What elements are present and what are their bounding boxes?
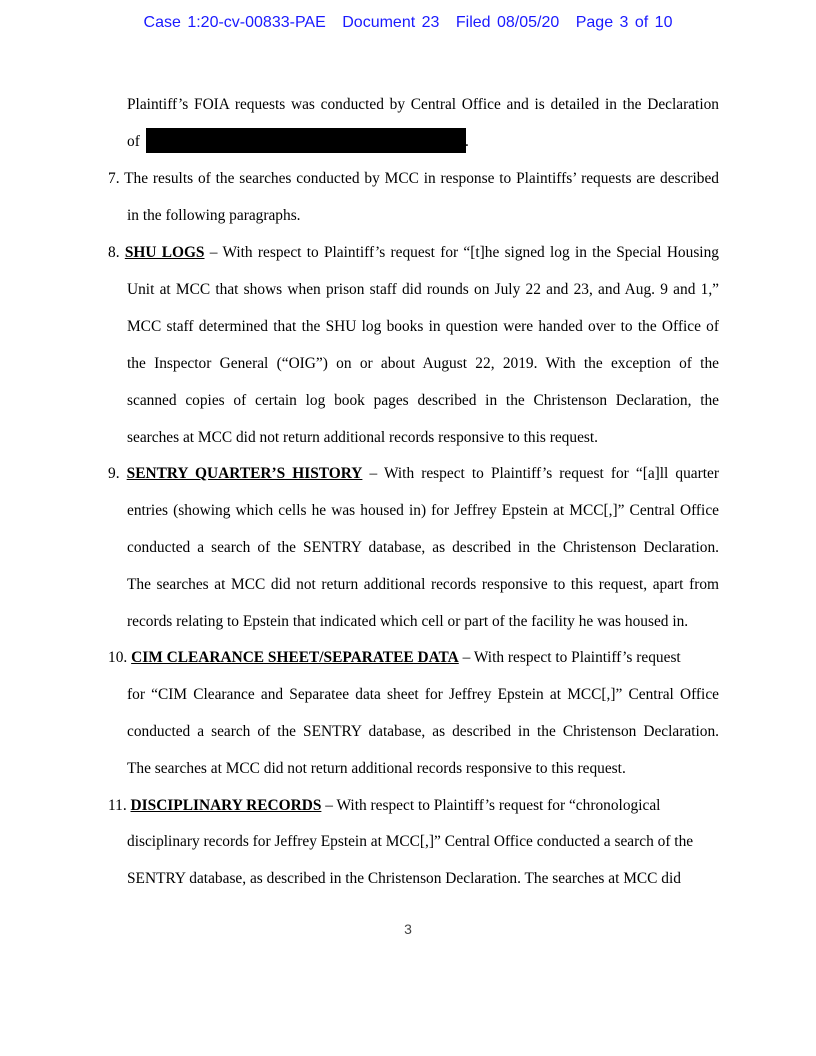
body-line: for “CIM Clearance and Separatee data sheet for Jeffrey Epstein at MCC[,]” Central Office xyxy=(127,686,719,703)
body-text: – With respect to Plaintiff’s request for “[t]he signed log in the Special Housing xyxy=(204,244,719,261)
body-line: records relating to Epstein that indicated which cell or part of the facility he was housed in. xyxy=(127,613,689,630)
body-line: Unit at MCC that shows when prison staff did rounds on July 22 and 23, and Aug. 9 and 1,” xyxy=(127,281,719,298)
paragraph-number: 11. xyxy=(108,797,127,814)
body-line: The searches at MCC did not return additional records responsive to this request. xyxy=(127,760,626,777)
page-indicator: Page 3 of 10 xyxy=(575,14,673,31)
paragraph-11-line xyxy=(108,796,660,816)
paragraph-8-line xyxy=(108,243,719,263)
body-text: – With respect to Plaintiff’s request for “chronological xyxy=(321,797,661,814)
body-text: – With respect to Plaintiff’s request xyxy=(458,649,681,666)
body-text: – With respect to Plaintiff’s request for “[a]ll quarter xyxy=(362,465,719,482)
body-line: scanned copies of certain log book pages described in the Christenson Declaration, the xyxy=(127,392,719,409)
case-number: Case 1:20-cv-00833-PAE xyxy=(143,14,326,31)
paragraph-9-line xyxy=(108,464,719,484)
body-text: of xyxy=(127,133,140,150)
section-heading: SHU LOGS xyxy=(124,244,205,261)
body-line: in the following paragraphs. xyxy=(127,207,301,224)
body-line xyxy=(127,132,140,152)
section-heading: CIM CLEARANCE SHEET/SEPARATEE DATA xyxy=(131,649,459,666)
filed-date: Filed 08/05/20 xyxy=(455,14,560,31)
section-heading: SENTRY QUARTER’S HISTORY xyxy=(126,465,363,482)
document-number: Document 23 xyxy=(342,14,440,31)
paragraph-number: 8. xyxy=(108,244,120,261)
body-line: disciplinary records for Jeffrey Epstein at MCC[,]” Central Office conducted a search of the xyxy=(127,833,694,850)
body-line: searches at MCC did not return additional records responsive to this request. xyxy=(127,429,599,446)
body-line: SENTRY database, as described in the Christenson Declaration. The searches at MCC did xyxy=(127,870,681,887)
body-text: . xyxy=(465,133,469,150)
body-line: conducted a search of the SENTRY database, as described in the Christenson Declaration. xyxy=(127,539,719,556)
body-line: the Inspector General (“OIG”) on or about August 22, 2019. With the exception of the xyxy=(127,355,719,372)
body-line: The searches at MCC did not return additional records responsive to this request, apart from xyxy=(127,576,719,593)
body-line: conducted a search of the SENTRY database, as described in the Christenson Declaration. xyxy=(127,723,719,740)
case-header xyxy=(0,14,816,32)
body-line: 7. The results of the searches conducted by MCC in response to Plaintiffs’ requests are described xyxy=(108,170,719,187)
redaction-block xyxy=(146,128,466,153)
paragraph-number: 9. xyxy=(108,465,120,482)
body-line: MCC staff determined that the SHU log books in question were handed over to the Office of xyxy=(127,318,719,335)
body-line: Plaintiff’s FOIA requests was conducted by Central Office and is detailed in the Declaration xyxy=(127,96,719,113)
paragraph-number: 10. xyxy=(108,649,128,666)
section-heading: DISCIPLINARY RECORDS xyxy=(130,797,322,814)
page-number: 3 xyxy=(404,921,412,937)
paragraph-10-line xyxy=(108,648,681,668)
body-line: entries (showing which cells he was housed in) for Jeffrey Epstein at MCC[,]” Central Office xyxy=(127,502,719,519)
